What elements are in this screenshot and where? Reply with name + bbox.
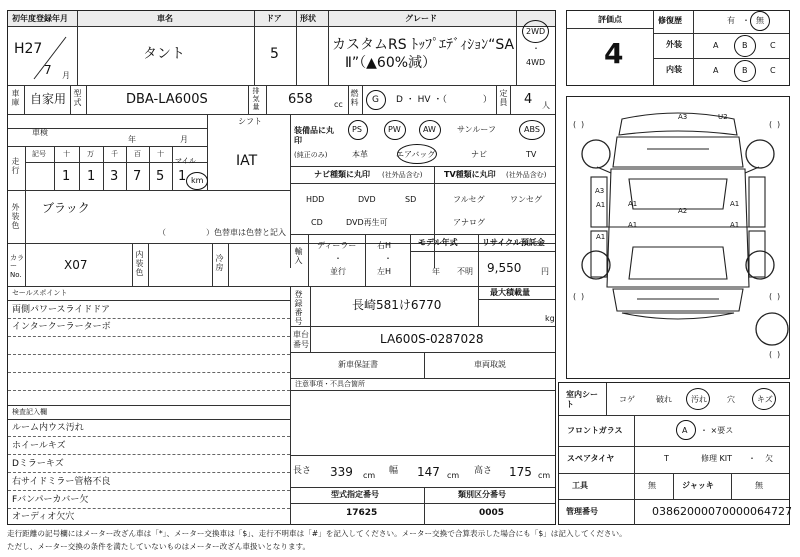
tv-type-header: TV種類に丸印	[444, 170, 496, 179]
recycle-header: リサイクル預託金	[482, 238, 545, 247]
notes-header: 注意事項・不具合箇所	[295, 380, 365, 388]
exterior-c: C	[770, 41, 776, 50]
equip-pw: PW	[388, 125, 401, 134]
fuel-label: 燃料	[350, 89, 359, 107]
mileage-h4: 十	[157, 150, 164, 158]
model-value: DBA-LA600S	[126, 92, 208, 107]
first-reg-era: H27	[14, 41, 43, 57]
mileage-d5: 1	[178, 169, 187, 184]
navi-cd: CD	[311, 218, 323, 227]
import-lh: 左H	[377, 267, 392, 276]
mileage-record-label: 記号	[32, 150, 46, 158]
footer-line1: 走行距離の記号欄にはメーター改ざん車は「*」、メーター交換車は「$」、走行不明車は「#」を記入してください。メーター交換で合算表示した場合にも「$」は記入してください。	[7, 529, 627, 538]
equipment-header: 装備品に丸印	[294, 126, 334, 146]
navi-dvd: DVD	[358, 195, 376, 204]
color-no-label: カラーNo.	[10, 254, 24, 279]
tv-oneseg: ワンセグ	[510, 195, 542, 204]
equip-tv: TV	[526, 150, 537, 159]
svg-text:(: (	[573, 120, 577, 129]
windshield-label: フロントガラス	[567, 426, 623, 435]
first-reg-header: 初年度登録年月	[12, 14, 68, 23]
seat-item-4: 穴	[727, 395, 735, 404]
recycle-value: 9,550	[487, 261, 522, 275]
exterior-b: B	[742, 41, 748, 50]
length-label: 長さ	[293, 466, 312, 476]
import-dot2: ・	[384, 254, 392, 263]
diagram-mark-5: A1	[628, 200, 638, 208]
inspection-year: 年	[128, 135, 136, 144]
mileage-h2: 千	[111, 150, 118, 158]
width-label: 幅	[389, 466, 399, 476]
equip-navi: ナビ	[471, 150, 487, 159]
fuel-rest: D ・ HV ・（ ）	[396, 95, 492, 105]
inspector-item-2: ホイールキズ	[12, 441, 66, 451]
import-dealer: ディーラー	[317, 241, 357, 250]
exterior-header: 外装	[666, 40, 682, 49]
inspector-item-1: ルーム内ウス汚れ	[12, 423, 84, 433]
mileage-h5: マイル	[175, 157, 196, 165]
capacity-unit: 人	[542, 101, 550, 110]
displacement-unit: cc	[334, 100, 343, 109]
mileage-d1: 1	[87, 169, 96, 184]
diagram-mark-4: A1	[596, 201, 606, 209]
chassis-label: 車台番号	[293, 330, 309, 349]
width-unit: cm	[447, 471, 460, 480]
main-form-frame	[7, 10, 556, 525]
warranty-label: 新車保証書	[338, 360, 378, 369]
drive-2wd: 2WD	[526, 27, 546, 36]
mileage-d3: 7	[133, 169, 142, 184]
interior-c: C	[770, 66, 776, 75]
mileage-unit: km	[191, 176, 204, 185]
capacity-value: 4	[524, 92, 533, 107]
diagram-mark-8: A1	[628, 221, 638, 229]
grade-line2: Ⅱ”（▲60%減）	[345, 55, 437, 71]
displacement-label: 排気量	[252, 87, 260, 111]
length-value: 339	[330, 465, 353, 479]
height-value: 175	[509, 465, 532, 479]
windshield-rest: ・ ×要ス	[700, 426, 734, 435]
inspector-item-3: Dミラーキズ	[12, 459, 64, 469]
seat-item-1: コゲ	[619, 395, 635, 404]
mileage-h1: 万	[87, 150, 94, 158]
model-year-year: 年	[432, 267, 440, 276]
width-value: 147	[417, 465, 440, 479]
exterior-a: A	[713, 41, 719, 50]
navi-type-header: ナビ種類に丸印	[314, 170, 370, 179]
model-year-unknown: 不明	[457, 267, 473, 276]
color-note: （ ）色替車は色替と記入	[158, 228, 286, 237]
inspection-label: 車検	[32, 128, 48, 137]
seat-label: 室内シート	[566, 390, 598, 410]
tools-label: 工具	[572, 481, 588, 490]
recycle-unit: 円	[541, 267, 549, 276]
diagram-mark-6: A2	[678, 207, 688, 215]
interior-b: B	[742, 66, 748, 75]
inspector-item-4: 右サイドミラー管格不良	[12, 477, 111, 487]
repair-header: 修復歴	[658, 16, 682, 25]
navi-sd: SD	[405, 195, 417, 204]
model-year-header: モデル年式	[418, 238, 458, 247]
inspector-header: 検査記入欄	[12, 408, 47, 416]
seat-item-2: 破れ	[656, 395, 672, 404]
usage-label: 車庫	[11, 89, 20, 107]
sales-point-2: インタークーラーターボ	[12, 322, 111, 332]
svg-text:): )	[777, 292, 781, 301]
import-parallel: 並行	[330, 267, 346, 276]
diagram-mark-9: A1	[730, 221, 740, 229]
class-no-value: 0005	[479, 508, 505, 518]
type-no-header: 型式指定番号	[331, 490, 379, 499]
import-label: 輸入	[294, 247, 303, 265]
mgmt-value: 03862000070000064727	[652, 505, 792, 518]
mileage-h0: 十	[63, 150, 70, 158]
mileage-d2: 3	[110, 169, 119, 184]
plate-value: 長崎581け6770	[352, 298, 442, 312]
navi-type-sub: (社外品含む)	[382, 171, 423, 179]
type-no-value: 17625	[346, 508, 378, 518]
first-reg-month: 7	[44, 63, 52, 77]
repair-no: 無	[756, 16, 764, 25]
jack-label: ジャッキ	[682, 481, 714, 490]
diagram-mark-3: A3	[595, 187, 605, 195]
interior-a: A	[713, 66, 719, 75]
shift-header: シフト	[238, 117, 262, 126]
sales-points-header: セールスポイント	[12, 289, 68, 297]
chassis-value: LA600S-0287028	[380, 332, 484, 346]
color-label: 外装色	[11, 203, 20, 230]
jack-value: 無	[755, 481, 763, 490]
tv-fullseg: フルセグ	[453, 195, 485, 204]
car-name-value: タント	[143, 46, 185, 62]
interior-header: 内装	[666, 65, 682, 74]
tools-value: 無	[648, 481, 656, 490]
import-rh: 右H	[377, 241, 392, 250]
first-reg-month-unit: 月	[62, 71, 70, 80]
inspector-header-bg	[8, 406, 290, 420]
spare-t: T	[664, 454, 669, 463]
spare-lack: 欠	[765, 454, 773, 463]
tv-type-sub: (社外品含む)	[506, 171, 547, 179]
height-unit: cm	[538, 471, 551, 480]
max-load-header: 最大積載量	[490, 288, 530, 297]
drive-4wd: 4WD	[526, 58, 546, 67]
mileage-label: 走行	[11, 157, 20, 175]
score-value: 4	[604, 37, 624, 70]
navi-dvd-play: DVD再生可	[346, 218, 388, 227]
sales-point-1: 両側パワースライドドア	[12, 305, 111, 315]
svg-text:): )	[777, 120, 781, 129]
doors-header: ドア	[266, 14, 282, 23]
equip-leather: 本革	[352, 150, 368, 159]
footer-line2: ただし、メーター交換の条件を満たしていないものはメーター改ざん車扱いとなります。	[7, 542, 311, 551]
usage-value: 自家用	[30, 92, 67, 106]
svg-text:(: (	[573, 292, 577, 301]
diagram-mark-2: U2	[718, 113, 728, 121]
mileage-d0: 1	[62, 169, 71, 184]
color-value: ブラック	[42, 201, 90, 215]
fuel-g: G	[372, 95, 379, 105]
car-name-header: 車名	[157, 14, 173, 23]
max-load-unit: kg	[545, 314, 555, 323]
windshield-a: A	[682, 426, 688, 435]
doors-value: 5	[270, 46, 279, 62]
repair-sep: ・	[742, 16, 750, 25]
grade-line1: カスタムRS ﾄｯﾌﾟｴﾃﾞｨｼｮﾝ“SA	[332, 37, 515, 53]
navi-hdd: HDD	[306, 195, 325, 204]
seat-item-3: 汚れ	[691, 395, 707, 404]
mileage-d4: 5	[156, 169, 165, 184]
model-label: 型式	[73, 89, 82, 107]
spare-label: スペアタイヤ	[567, 454, 615, 463]
svg-text:(: (	[769, 350, 773, 359]
inspection-month: 月	[180, 135, 188, 144]
interior-color-label: 内装色	[135, 250, 144, 277]
spare-dash: ・	[748, 454, 756, 463]
color-no-value: X07	[64, 258, 88, 272]
equipment-sub: (純正のみ)	[294, 151, 328, 159]
plate-label: 登録番号	[294, 290, 303, 326]
score-header: 評価点	[598, 15, 622, 24]
grade-header: グレード	[405, 14, 437, 23]
capacity-label: 定員	[499, 89, 508, 107]
manual-label: 車両取説	[474, 360, 506, 369]
svg-text:): )	[777, 350, 781, 359]
equip-ps: PS	[352, 125, 362, 134]
aircon-label: 冷房	[215, 254, 224, 272]
length-unit: cm	[363, 471, 376, 480]
diagram-mark-1: A3	[678, 113, 688, 121]
spare-kit: 修理 KIT	[701, 454, 733, 463]
diagram-mark-10: A1	[596, 233, 606, 241]
inspector-item-5: Fバンパーカバー欠	[12, 495, 89, 505]
mgmt-label: 管理番号	[566, 507, 598, 516]
repair-yes: 有	[727, 16, 735, 25]
class-no-header: 類別区分番号	[458, 490, 506, 499]
svg-text:): )	[581, 292, 585, 301]
equip-aw: AW	[423, 125, 436, 134]
diagram-mark-7: A1	[730, 200, 740, 208]
shift-value: IAT	[236, 153, 258, 169]
mileage-h3: 百	[134, 150, 141, 158]
svg-text:(: (	[769, 120, 773, 129]
tv-analog: アナログ	[453, 218, 485, 227]
shape-header: 形状	[300, 14, 316, 23]
equip-airbag: エアバッグ	[396, 150, 436, 159]
drive-dot: ・	[532, 44, 540, 53]
inspector-item-6: オーディオ欠穴	[12, 512, 75, 522]
svg-text:): )	[581, 120, 585, 129]
svg-text:(: (	[769, 292, 773, 301]
displacement-value: 658	[288, 92, 313, 107]
equip-abs: ABS	[524, 125, 540, 134]
height-label: 高さ	[474, 466, 493, 476]
equip-sunroof: サンルーフ	[457, 125, 496, 134]
import-dot: ・	[334, 254, 342, 263]
seat-item-5: キズ	[757, 395, 773, 404]
